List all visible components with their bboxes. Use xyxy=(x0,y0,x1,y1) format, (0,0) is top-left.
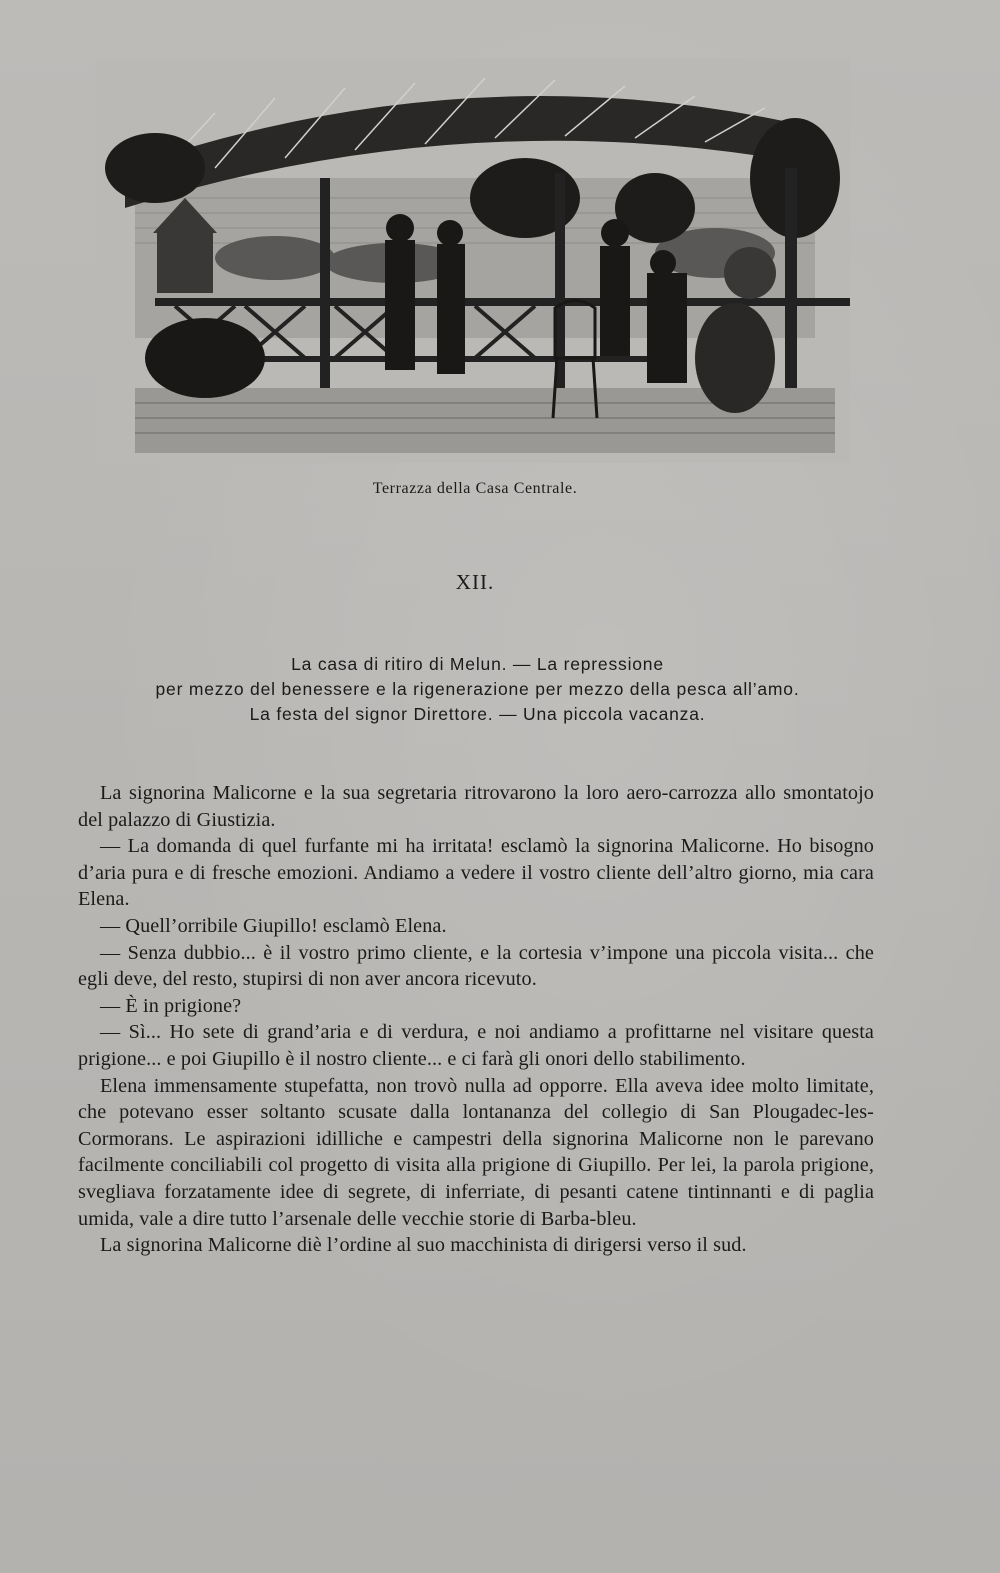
paragraph: — Senza dubbio... è il vostro primo cliente, e la cortesia v’impone una piccola visita... che egli deve, del resto, stupirsi di non aver ancora ricevuto. xyxy=(78,941,874,991)
paragraph: Elena immensamente stupefatta, non trovò nulla ad opporre. Ella aveva idee molto limitate, che potevano esser soltanto scusate dalla lontananza del collegio di San Plougadec-les-Cormorans. Le aspirazioni idilliche e campestri della signorina Malicorne non le parevano facilmente conciliabili col progetto di visita alla prigione di Giupillo. Per lei, la parola prigione, svegliava forzatamente idee di segrete, di inferriate, di pesanti catene tintinnanti e di paglia umida, vale a dire tutto l’arsenale delle vecchie storie di Barba-bleu. xyxy=(78,1074,874,1230)
paragraph: — La domanda di quel furfante mi ha irritata! esclamò la signorina Malicorne. Ho bisogno d’aria pura e di fresche emozioni. Andiamo a vedere il vostro cliente dell’altro giorno, mia cara Elena. xyxy=(78,835,874,911)
body-text xyxy=(78,780,874,1259)
paragraph: La signorina Malicorne diè l’ordine al suo macchinista di dirigersi verso il sud. xyxy=(100,1234,747,1257)
paragraph: — È in prigione? xyxy=(100,994,242,1017)
illustration-caption: Terrazza della Casa Centrale. xyxy=(372,480,578,497)
terrace-illustration xyxy=(95,58,850,463)
summary-line: La casa di ritiro di Melun. — La repressione xyxy=(291,654,664,674)
paragraph: La signorina Malicorne e la sua segretaria ritrovarono la loro aero-carrozza allo smontatojo del palazzo di Giustizia. xyxy=(78,782,874,831)
engraving-terrace-pergola-icon xyxy=(95,58,850,463)
summary-line: per mezzo del benessere e la rigenerazione per mezzo della pesca all’amo. xyxy=(155,679,800,699)
paragraph: — Quell’orribile Giupillo! esclamò Elena. xyxy=(100,914,447,937)
summary-line: La festa del signor Direttore. — Una piccola vacanza. xyxy=(249,704,706,724)
chapter-number: XII. xyxy=(455,570,495,594)
chapter-summary xyxy=(80,652,875,727)
paragraph: — Sì... Ho sete di grand’aria e di verdura, e noi andiamo a profittarne nel visitare questa prigione... e poi Giupillo è il nostro cliente... e ci farà gli onori dello stabilimento. xyxy=(78,1021,874,1070)
